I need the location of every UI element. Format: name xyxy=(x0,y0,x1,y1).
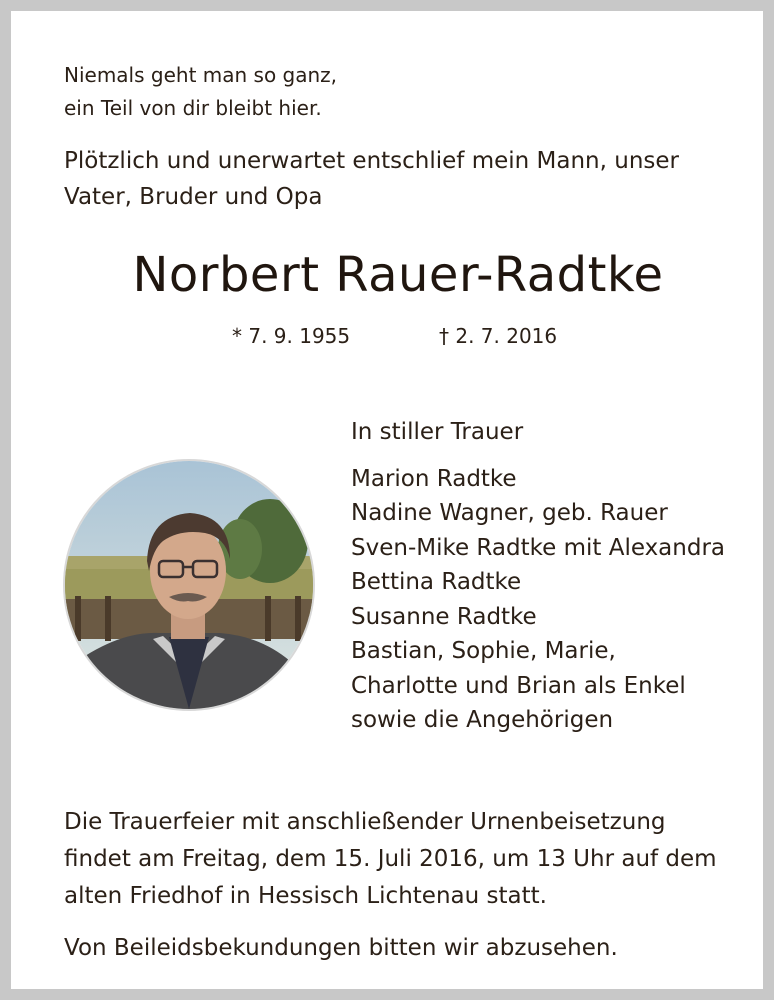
portrait-image xyxy=(65,461,313,709)
birth-date: * 7. 9. 1955 xyxy=(232,324,351,348)
mourner-name: Nadine Wagner, geb. Rauer xyxy=(351,500,668,526)
motto xyxy=(64,59,337,125)
mourner-name: Susanne Radtke xyxy=(351,603,537,630)
intro-line: Plötzlich und unerwartet entschlief mein Mann, unser xyxy=(64,148,680,174)
mourner-name: Sven-Mike Radtke mit Alexandra xyxy=(351,534,726,561)
mourning-heading: In stiller Trauer xyxy=(351,419,524,445)
mourner-name: sowie die Angehörigen xyxy=(351,707,614,733)
ceremony-line: Die Trauerfeier mit anschließender Urnenbeisetzung xyxy=(64,809,666,835)
motto-line: ein Teil von dir bleibt hier. xyxy=(64,96,322,120)
ceremony-details xyxy=(64,804,717,915)
deceased-name: Norbert Rauer-Radtke xyxy=(132,247,664,303)
portrait-photo xyxy=(63,459,315,711)
mourner-name: Bettina Radtke xyxy=(351,569,522,595)
mourner-name: Bastian, Sophie, Marie, xyxy=(351,638,616,664)
mourner-name: Marion Radtke xyxy=(351,465,517,492)
death-date: † 2. 7. 2016 xyxy=(439,324,558,348)
mourners-list xyxy=(351,415,725,738)
ceremony-line: alten Friedhof in Hessisch Lichtenau statt. xyxy=(64,883,547,909)
intro-line: Vater, Bruder und Opa xyxy=(64,184,323,210)
mourner-name: Charlotte und Brian als Enkel xyxy=(351,672,686,699)
ceremony-line: findet am Freitag, dem 15. Juli 2016, um 13 Uhr auf dem xyxy=(64,846,717,872)
closing-note: Von Beileidsbekundungen bitten wir abzusehen. xyxy=(64,935,618,961)
intro-text xyxy=(64,143,679,215)
motto-line: Niemals geht man so ganz, xyxy=(64,63,338,87)
